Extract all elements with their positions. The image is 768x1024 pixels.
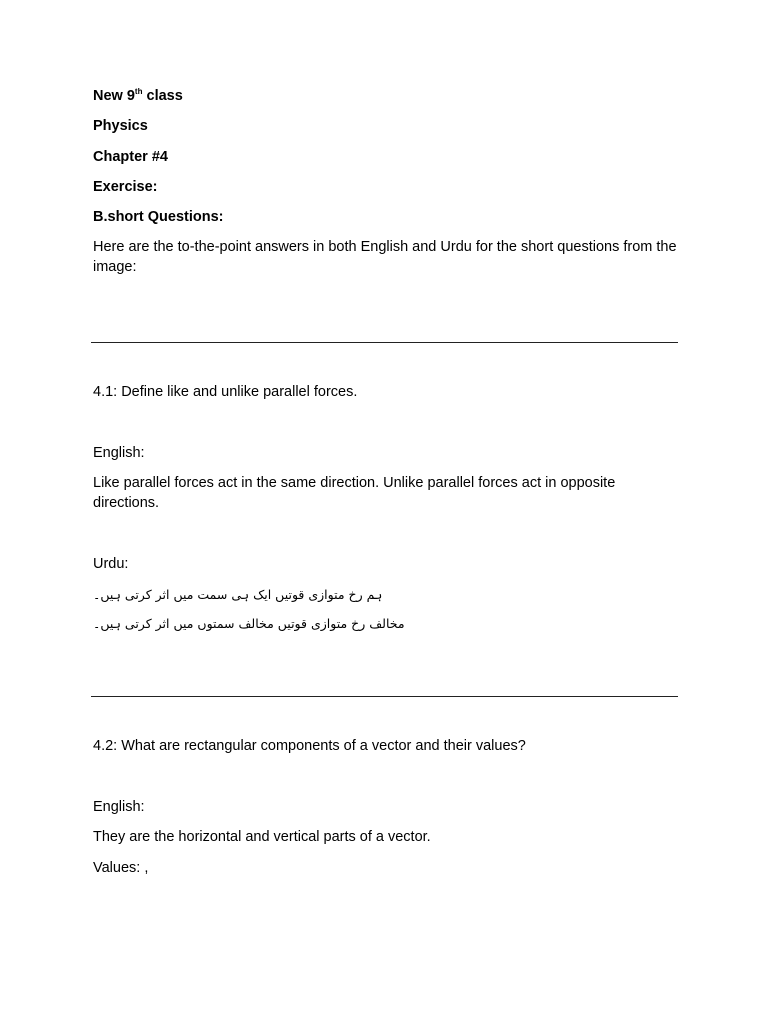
question-4-1: 4.1: Define like and unlike parallel forces. [93,384,358,400]
question-4-2: 4.2: What are rectangular components of a vector and their values? [93,738,526,754]
q1-urdu-line-1: ہم رخ متوازی قوتیں ایک ہی سمت میں اثر کرتی ہیں۔ [93,587,383,602]
q2-english-label: English: [93,799,145,815]
q2-values-line: Values: , [93,860,149,876]
divider [91,342,678,343]
class-superscript: th [134,87,143,96]
q2-english-answer: They are the horizontal and vertical parts of a vector. [93,829,431,845]
q1-english-label: English: [93,445,145,461]
divider [91,696,678,697]
subject-heading: Physics [93,118,148,134]
q1-english-answer: Like parallel forces act in the same direction. Unlike parallel forces act in opposite directions. [93,475,616,511]
section-heading: B.short Questions: [93,209,224,225]
class-suffix: class [142,88,183,104]
chapter-heading: Chapter #4 [93,149,168,165]
exercise-heading: Exercise: [93,179,158,195]
intro-paragraph: Here are the to-the-point answers in both English and Urdu for the short questions from the image: [93,239,677,275]
q1-urdu-line-2: مخالف رخ متوازی قوتیں مخالف سمتوں میں اثر کرتی ہیں۔ [93,616,405,631]
class-heading [93,86,183,106]
class-prefix: New 9 [93,88,135,104]
q1-urdu-label: Urdu: [93,556,129,572]
